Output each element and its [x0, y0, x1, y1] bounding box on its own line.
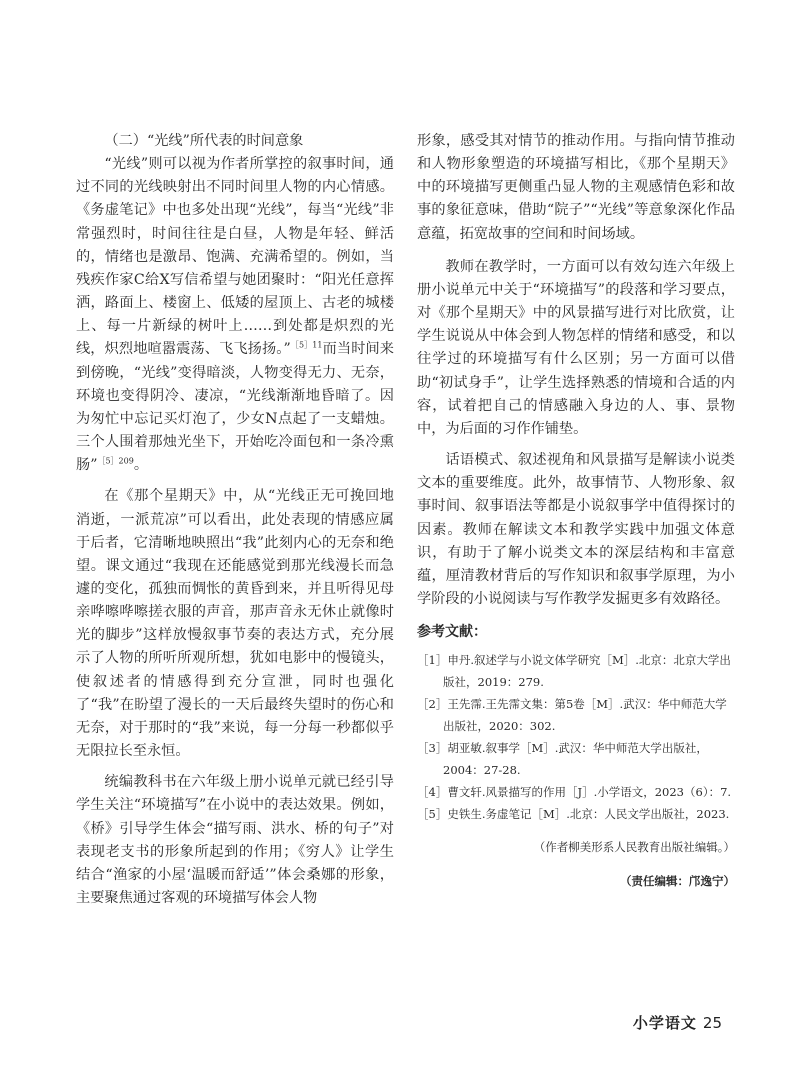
reference-item: ［5］史铁生.务虚笔记［M］.北京：人民文学出版社，2023.: [417, 807, 730, 822]
right-column: [417, 130, 735, 889]
citation-superscript: ［5］209: [97, 456, 134, 466]
paragraph-textbook: 统编教科书在六年级上册小说单元就已经引导学生关注“环境描写”在小说中的表达效果。例如，《桥》引导学生体会“描写雨、洪水、桥的句子”对表现老支书的形象所起到的作用；《穷人》让学生结合“渔家的小屋‘温暖而舒适’”体会桑娜的形象，主要聚焦通过客观的环境描写体会人物: [76, 774, 394, 906]
responsible-editor: （责任编辑：邝逸宁）: [620, 874, 735, 889]
reference-item: ［4］曹文轩.风景描写的作用［J］.小学语文，2023（6）：7.: [417, 785, 732, 800]
citation-superscript: ［5］11: [290, 340, 323, 350]
section-heading: （二）“光线”所代表的时间意象: [104, 133, 304, 149]
paragraph-text: 而当时间来到傍晚，“光线”变得暗淡，人物变得无力、无奈，环境也变得阴冷、凄凉，“光线渐渐地昏暗了。因为匆忙中忘记买灯泡了，少女N点起了一支蜡烛。三个人围着那烛光坐下，开始吃冷面包和一条冷熏肠”: [76, 341, 394, 474]
paragraph-conclusion: 话语模式、叙述视角和风景描写是解读小说类文本的重要维度。此外，故事情节、人物形象、叙事时间、叙事语法等都是小说叙事学中值得探讨的因素。教师在解读文本和教学实践中加强文体意识，有助于了解小说类文本的深层结构和丰富意蕴，厘清教材背后的写作知识和叙事学原理，为小学阶段的小说阅读与写作教学发掘更多有效路径。: [417, 452, 735, 607]
reference-item: ［2］王先霈.王先霈文集：第5卷［M］.武汉：华中师范大学出版社，2020：302.: [417, 697, 727, 734]
references-list: [417, 649, 735, 825]
paragraph-light-time: [76, 153, 394, 477]
paragraph-continued: 形象，感受其对情节的推动作用。与指向情节推动和人物形象塑造的环境描写相比，《那个星期天》中的环境描写更侧重凸显人物的主观感情色彩和故事的象征意味，借助“院子”“光线”等意象深化作品意蕴，拓宽故事的空间和时间场域。: [417, 133, 735, 242]
reference-item: ［1］申丹.叙述学与小说文体学研究［M］.北京：北京大学出版社，2019：279.: [417, 653, 731, 690]
page-number: 25: [702, 1014, 722, 1032]
journal-name: 小学语文: [632, 1014, 697, 1032]
paragraph-sunday: 在《那个星期天》中，从“光线正无可挽回地消逝，一派荒凉”可以看出，此处表现的情感应属于后者，它清晰地映照出“我”此刻内心的无奈和绝望。课文通过“我现在还能感觉到那光线漫长而急遽的变化，孤独而惆怅的黄昏到来，并且听得见母亲哗嚓哗嚓搓衣服的声音，那声音永无休止就像时光的脚步”这样放慢叙事节奏的表达方式，充分展示了人物的所听所观所想，犹如电影中的慢镜头，使叙述者的情感得到充分宣泄，同时也强化了“我”在盼望了漫长的一天后最终失望时的伤心和无奈，对于那时的“我”来说，每一分每一秒都似乎无限拉长至永恒。: [76, 488, 394, 760]
reference-item: ［3］胡亚敏.叙事学［M］.武汉：华中师范大学出版社，2004：27-28.: [417, 741, 708, 778]
page-footer: [633, 1012, 722, 1033]
paragraph-text: 。: [133, 457, 149, 474]
references-title: 参考文献：: [417, 624, 487, 641]
paragraph-teaching: 教师在教学时，一方面可以有效勾连六年级上册小说单元中关于“环境描写”的段落和学习要点，对《那个星期天》中的风景描写进行对比欣赏，让学生说说从中体会到人物怎样的情绪和感受，和以往学过的环境描写有什么区别；另一方面可以借助“初试身手”，让学生选择熟悉的情境和合适的内容，试着把自己的情感融入身边的人、事、景物中，为后面的习作作铺垫。: [417, 258, 735, 437]
author-note: （作者柳美形系人民教育出版社编辑。）: [533, 840, 735, 855]
paragraph-text: “光线”则可以视为作者所掌控的叙事时间，通过不同的光线映射出不同时间里人物的内心情感。《务虚笔记》中也多处出现“光线”，每当“光线”非常强烈时，时间往往是白昼，人物是年轻、鲜活的，情绪也是激昂、饱满、充满希望的。例如，当残疾作家C给X写信希望与她团聚时：“阳光任意挥洒，路面上、楼窗上、低矮的屋顶上、古老的城楼上、每一片新绿的树叶上……到处都是炽烈的光线，炽烈地喧嚣震荡、飞飞扬扬。”: [76, 156, 394, 358]
left-column: [76, 130, 394, 918]
